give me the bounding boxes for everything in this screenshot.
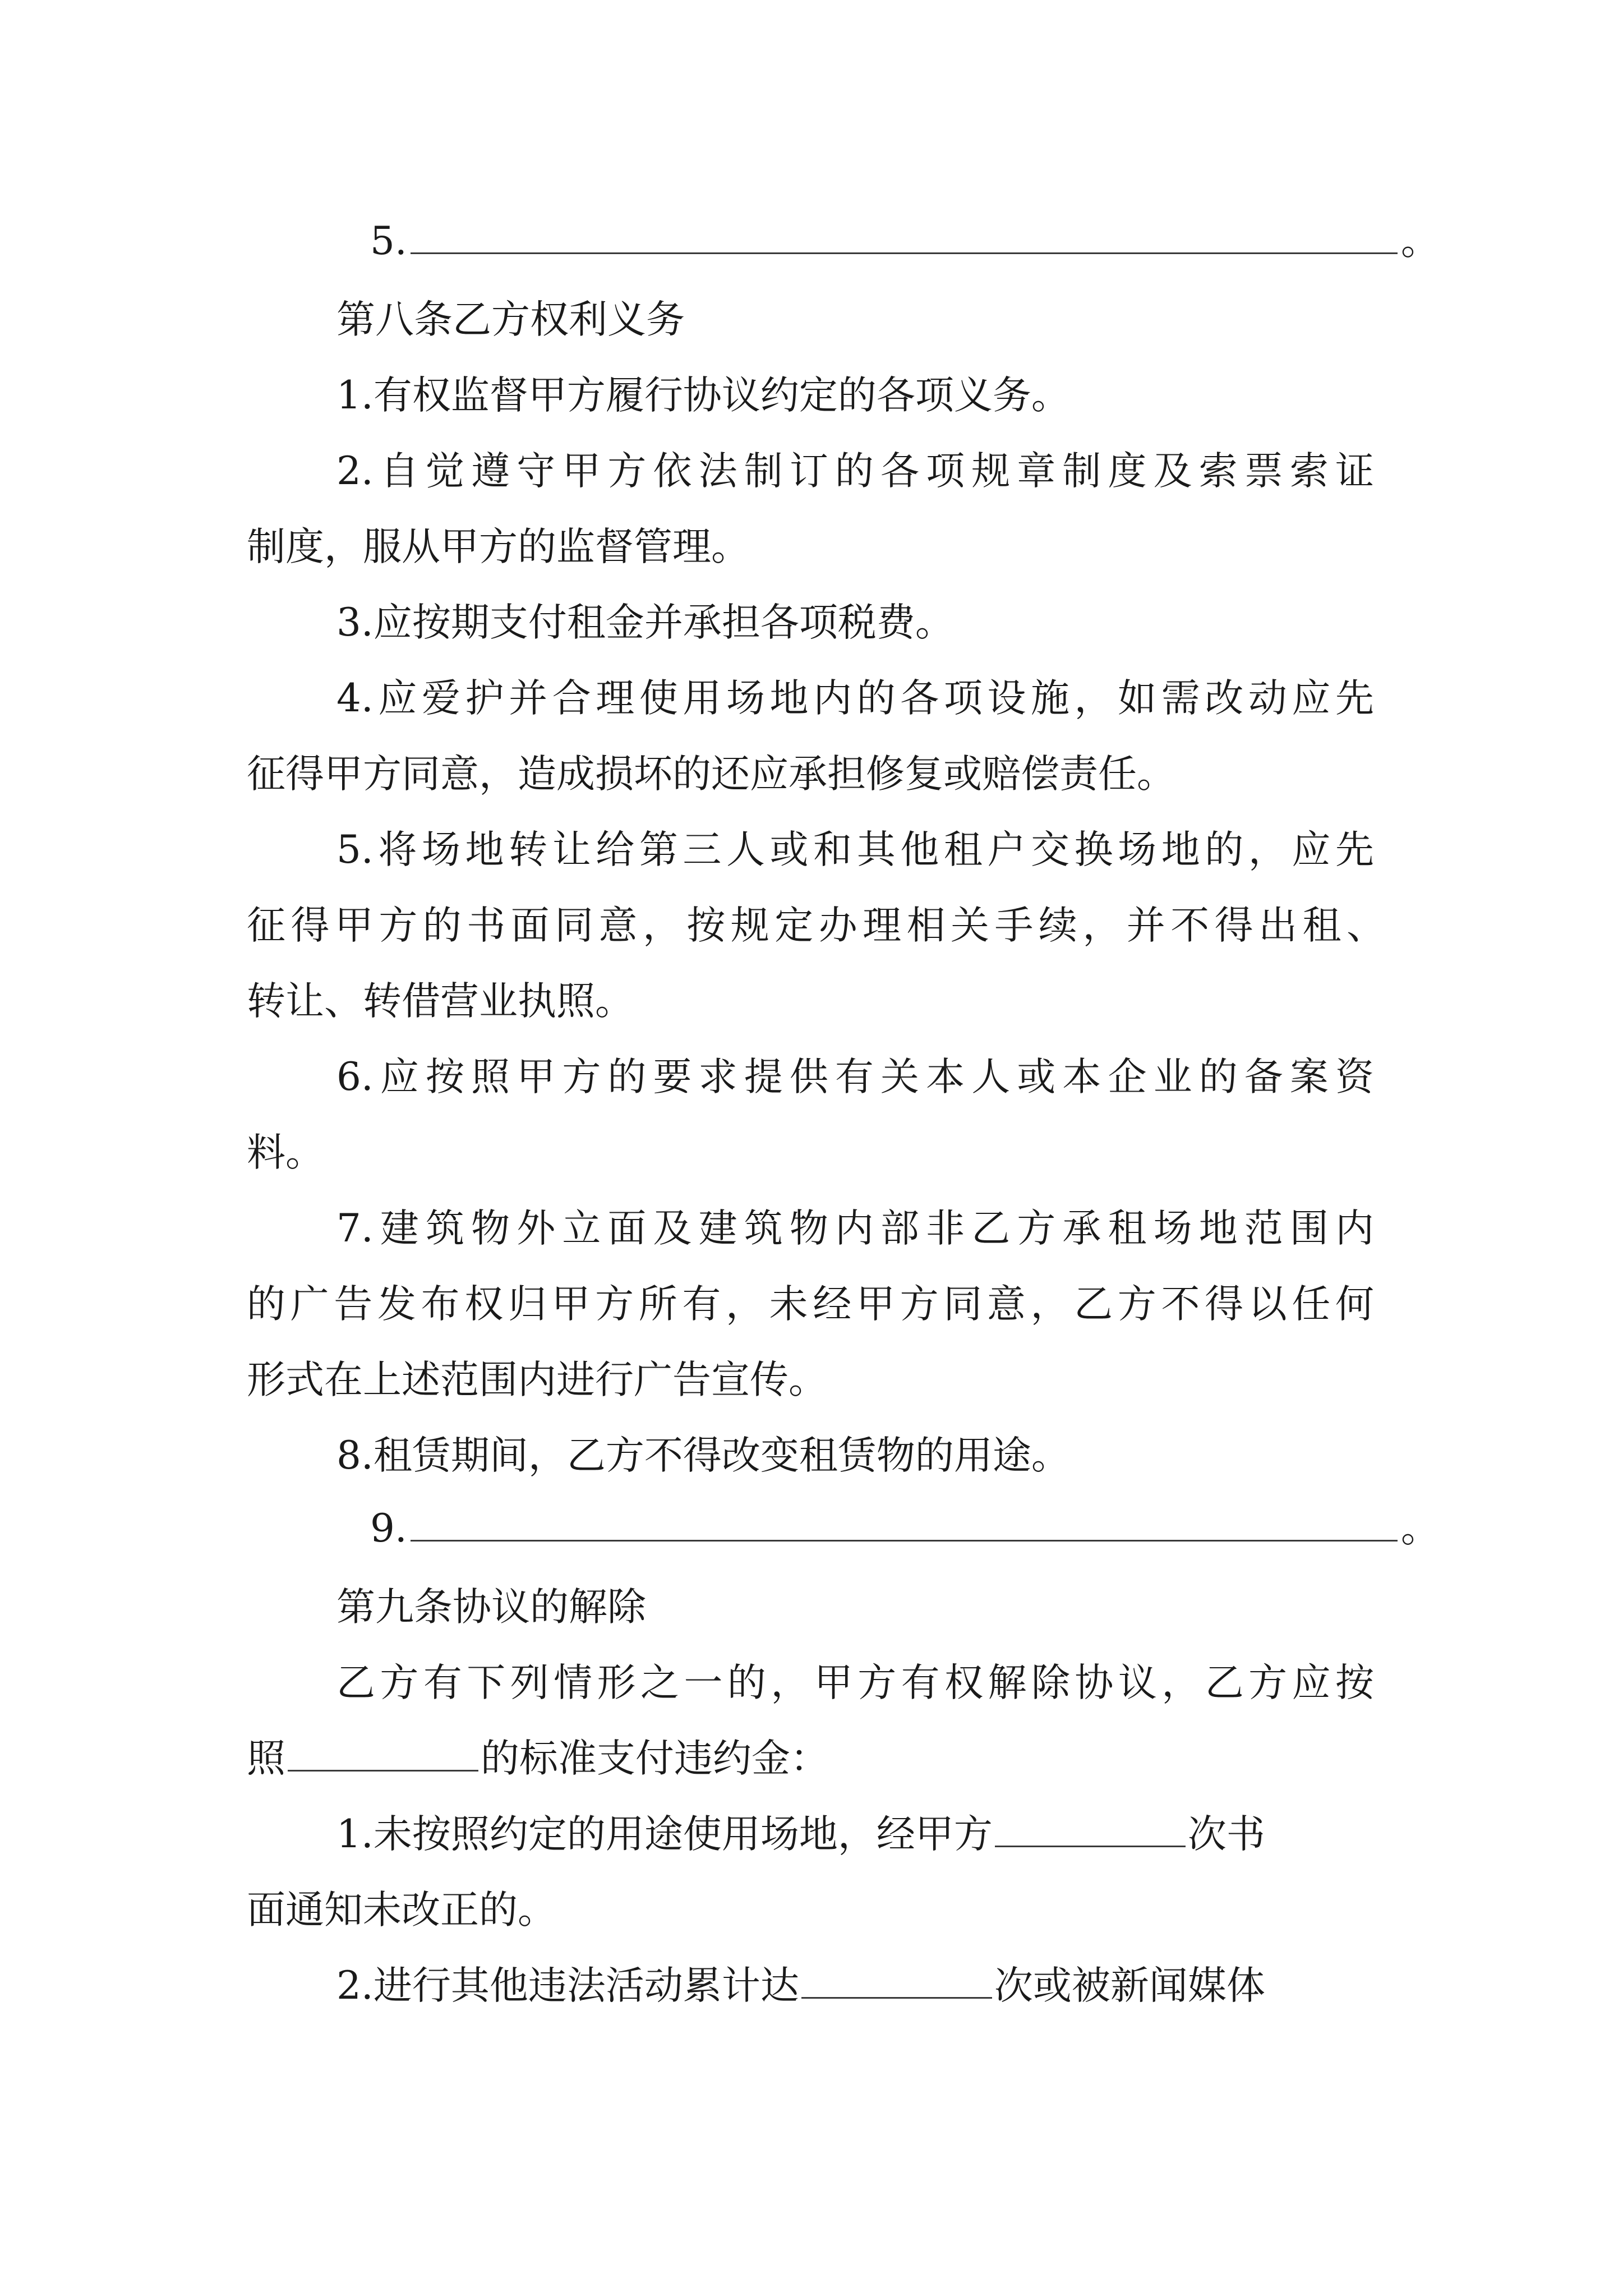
clause-8-5-line-3: 转让、转借营业执照。 [247,979,634,1024]
item-number: 9. [370,1506,407,1551]
text-segment: 的标准支付违约金： [481,1736,829,1781]
item-number: 5. [370,219,407,264]
text-segment: 2.进行其他违法活动累计达 [336,1963,799,2008]
article-8-heading: 第八条乙方权利义务 [336,297,685,342]
fill-in-blank[interactable] [801,1963,992,1999]
clause-8-4-line-2: 征得甲方同意，造成损坏的还应承担修复或赔偿责任。 [247,752,1175,797]
fill-in-blank[interactable] [411,1495,1398,1542]
clause-8-8: 8.租赁期间，乙方不得改变租赁物的用途。 [336,1433,1070,1478]
clause-8-5-line-1: 5.将场地转让给第三人或和其他租户交换场地的，应先 [336,827,1374,872]
fill-in-blank[interactable] [995,1812,1186,1847]
article-9-intro-line-2 [247,1725,829,1792]
fill-in-blank[interactable] [288,1736,478,1772]
clause-8-2-line-1: 2.自觉遵守甲方依法制订的各项规章制度及索票索证 [336,449,1374,494]
clause-8-3: 3.应按期支付租金并承担各项税费。 [336,600,954,645]
article-9-intro-line-1: 乙方有下列情形之一的，甲方有权解除协议，乙方应按 [336,1660,1374,1705]
clause-8-7-line-1: 7.建筑物外立面及建筑物内部非乙方承租场地范围内 [336,1206,1374,1251]
text-segment: 1.未按照约定的用途使用场地，经甲方 [336,1812,993,1857]
clause-8-6-line-1: 6.应按照甲方的要求提供有关本人或本企业的备案资 [336,1055,1374,1099]
clause-8-7-line-2: 的广告发布权归甲方所有，未经甲方同意，乙方不得以任何 [247,1282,1374,1327]
item-terminator: 。 [1400,1506,1440,1551]
clause-8-5-line-2: 征得甲方的书面同意，按规定办理相关手续，并不得出租、 [247,903,1385,948]
article-9-heading: 第九条协议的解除 [336,1585,646,1630]
blank-item-5 [370,208,1440,275]
fill-in-blank[interactable] [411,208,1398,254]
clause-8-4-line-1: 4.应爱护并合理使用场地内的各项设施，如需改动应先 [336,676,1374,721]
clause-9-1-line-1 [336,1801,1265,1868]
clause-9-1-line-2: 面通知未改正的。 [247,1888,556,1932]
clause-8-1: 1.有权监督甲方履行协议约定的各项义务。 [336,373,1070,418]
blank-item-9 [370,1495,1440,1562]
text-segment: 照 [247,1736,285,1781]
text-segment: 次或被新闻媒体 [994,1963,1265,2008]
clause-8-2-line-2: 制度，服从甲方的监督管理。 [247,524,750,569]
clause-8-6-line-2: 料。 [247,1130,324,1175]
item-terminator: 。 [1400,219,1440,264]
clause-9-2-line-1 [336,1952,1265,2019]
clause-8-7-line-3: 形式在上述范围内进行广告宣传。 [247,1358,827,1402]
text-segment: 次书 [1187,1812,1265,1857]
